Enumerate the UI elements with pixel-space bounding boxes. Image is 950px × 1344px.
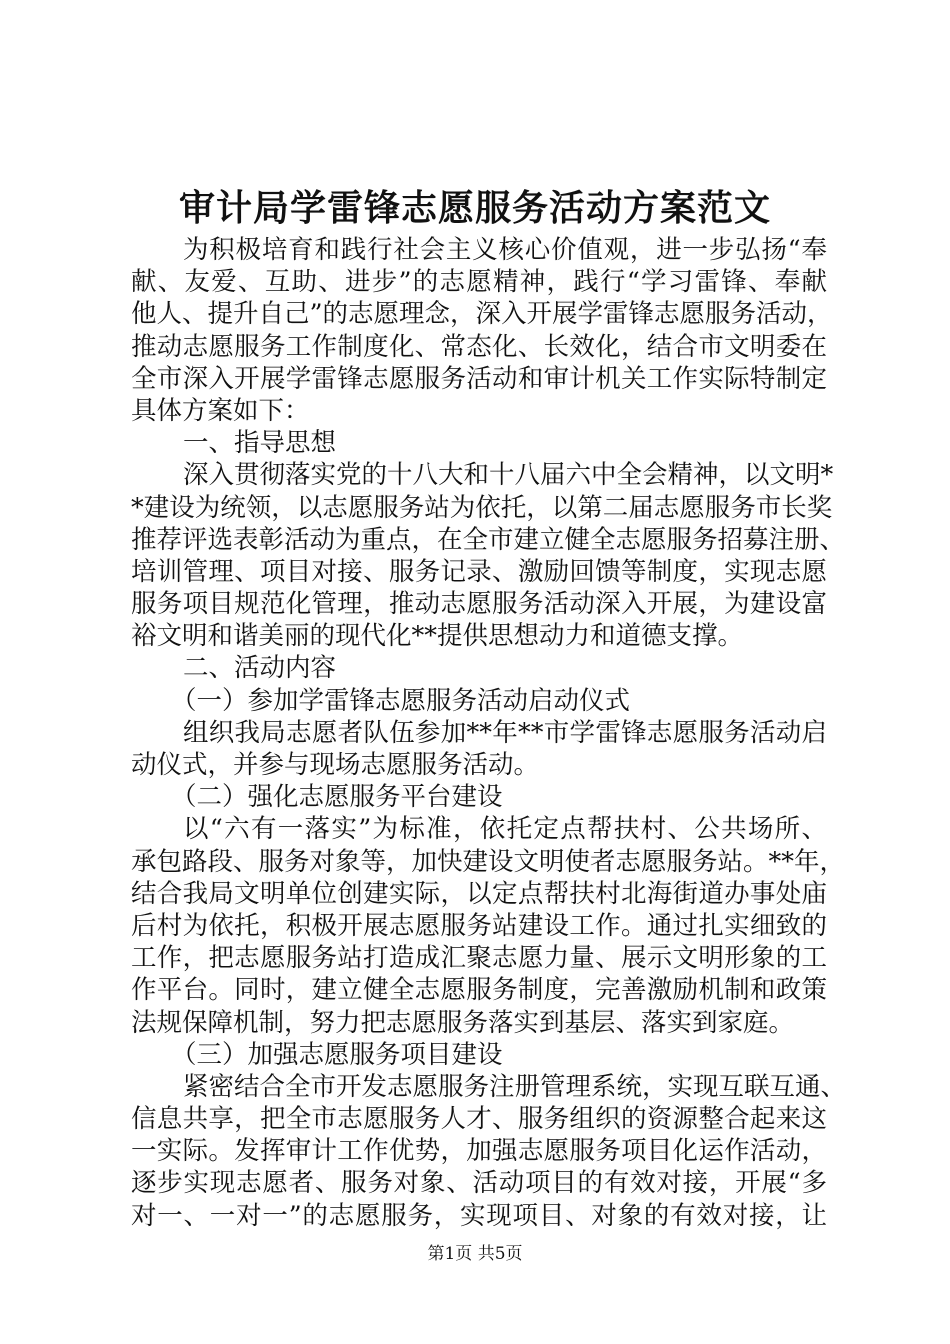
body-line: 培训管理、项目对接、服务记录、激励回馈等制度，实现志愿 [131, 556, 827, 587]
body-line: （二）强化志愿服务平台建设 [171, 782, 503, 813]
body-line: 结合我局文明单位创建实际，以定点帮扶村北海街道办事处庙 [131, 878, 827, 909]
body-line: 一实际。发挥审计工作优势，加强志愿服务项目化运作活动， [131, 1136, 827, 1167]
body-line: 服务项目规范化管理，推动志愿服务活动深入开展，为建设富 [131, 589, 827, 620]
body-line: 一、指导思想 [183, 428, 337, 459]
body-line: 逐步实现志愿者、服务对象、活动项目的有效对接，开展“多 [131, 1168, 827, 1199]
body-line: 为积极培育和践行社会主义核心价值观，进一步弘扬“奉 [183, 235, 827, 265]
body-line: 推荐评选表彰活动为重点，在全市建立健全志愿服务招募注册、 [131, 524, 846, 555]
document-body [131, 234, 847, 1232]
body-line: 以“六有一落实”为标准，依托定点帮扶村、公共场所、 [183, 814, 827, 845]
document-title: 审计局学雷锋志愿服务活动方案范文 [178, 187, 771, 229]
body-line: 具体方案如下： [131, 395, 310, 426]
body-line: 紧密结合全市开发志愿服务注册管理系统，实现互联互通、 [183, 1071, 847, 1102]
body-line: 对一、一对一”的志愿服务，实现项目、对象的有效对接，让 [131, 1200, 827, 1231]
body-line: 信息共享，把全市志愿服务人才、服务组织的资源整合起来这 [131, 1104, 827, 1135]
body-line: 深入贯彻落实党的十八大和十八届六中全会精神，以文明* [183, 460, 834, 491]
body-line: 后村为依托，积极开展志愿服务站建设工作。通过扎实细致的 [131, 910, 827, 941]
body-line: 法规保障机制，努力把志愿服务落实到基层、落实到家庭。 [131, 1007, 795, 1038]
body-line: 承包路段、服务对象等，加快建设文明使者志愿服务站。**年， [131, 846, 846, 877]
body-line: （一）参加学雷锋志愿服务活动启动仪式 [171, 685, 631, 716]
body-line: *建设为统领，以志愿服务站为依托，以第二届志愿服务市长奖 [131, 492, 833, 523]
body-line: 动仪式，并参与现场志愿服务活动。 [131, 750, 540, 780]
body-line: 全市深入开展学雷锋志愿服务活动和审计机关工作实际特制定 [131, 363, 827, 394]
body-line: 组织我局志愿者队伍参加**年**市学雷锋志愿服务活动启 [183, 717, 827, 748]
body-line: 二、活动内容 [183, 653, 337, 684]
body-line: （三）加强志愿服务项目建设 [171, 1039, 503, 1070]
page-footer: 第1页 共5页 [427, 1244, 523, 1264]
body-line: 作平台。同时，建立健全志愿服务制度，完善激励机制和政策 [131, 975, 827, 1006]
body-line: 献、友爱、互助、进步”的志愿精神，践行“学习雷锋、奉献 [131, 267, 827, 298]
body-line: 工作，把志愿服务站打造成汇聚志愿力量、展示文明形象的工 [131, 943, 827, 974]
body-line: 裕文明和谐美丽的现代化**提供思想动力和道德支撑。 [131, 621, 744, 652]
body-line: 他人、提升自己”的志愿理念，深入开展学雷锋志愿服务活动， [131, 299, 833, 330]
body-line: 推动志愿服务工作制度化、常态化、长效化，结合市文明委在 [131, 331, 827, 362]
